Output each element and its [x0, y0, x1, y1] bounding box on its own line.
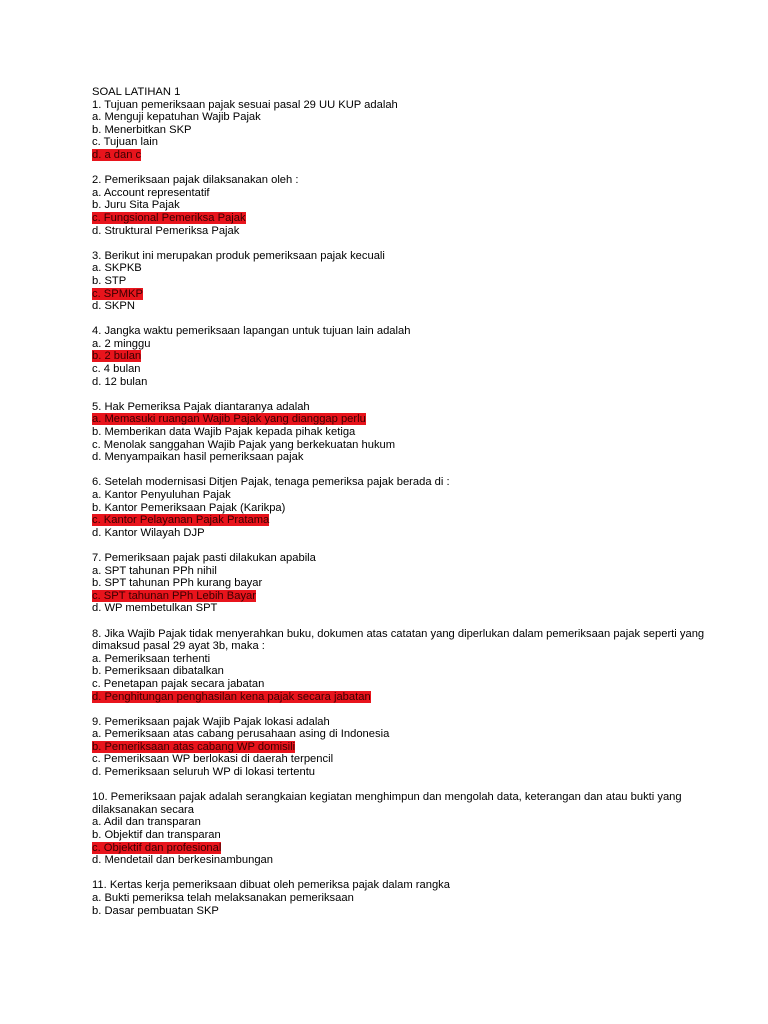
question-5	[92, 401, 712, 464]
option-text: b. Menerbitkan SKP	[92, 123, 192, 136]
answer-option-highlighted	[92, 413, 712, 426]
option-text: a. Pemeriksaan atas cabang perusahaan asing di Indonesia	[92, 728, 390, 741]
question-8	[92, 628, 712, 704]
option-text: b. Memberikan data Wajib Pajak kepada pihak ketiga	[92, 426, 356, 439]
answer-option	[92, 602, 712, 615]
answer-option	[92, 376, 712, 389]
question-stem: 4. Jangka waktu pemeriksaan lapangan untuk tujuan lain adalah	[92, 325, 411, 338]
question-stem: 10. Pemeriksaan pajak adalah serangkaian kegiatan menghimpun dan mengolah data, keterangan dan atau bukti yang dilaksanakan secara	[92, 791, 682, 816]
question-stem: 5. Hak Pemeriksa Pajak diantaranya adalah	[92, 400, 310, 413]
option-text: b. Dasar pembuatan SKP	[92, 904, 219, 917]
answer-option	[92, 187, 712, 200]
option-text: d. Penghitungan penghasilan kena pajak secara jabatan	[92, 690, 371, 703]
option-text: a. Menguji kepatuhan Wajib Pajak	[92, 111, 261, 124]
option-text: c. Objektif dan profesional	[92, 841, 222, 854]
option-text: b. Juru Sita Pajak	[92, 199, 180, 212]
answer-option	[92, 225, 712, 238]
question-stem: 11. Kertas kerja pemeriksaan dibuat oleh pemeriksa pajak dalam rangka	[92, 879, 450, 892]
answer-option-highlighted	[92, 149, 712, 162]
answer-option	[92, 136, 712, 149]
question-list	[92, 99, 712, 918]
question-7	[92, 552, 712, 615]
answer-option	[92, 753, 712, 766]
answer-option	[92, 665, 712, 678]
option-text: a. SKPKB	[92, 262, 142, 275]
answer-option	[92, 653, 712, 666]
question-3	[92, 250, 712, 313]
option-text: d. Mendetail dan berkesinambungan	[92, 854, 273, 867]
option-text: d. Pemeriksaan seluruh WP di lokasi tertentu	[92, 766, 316, 779]
option-text: b. Objektif dan transparan	[92, 829, 221, 842]
answer-option	[92, 854, 712, 867]
question-stem: 2. Pemeriksaan pajak dilaksanakan oleh :	[92, 174, 299, 187]
question-stem: 8. Jika Wajib Pajak tidak menyerahkan buku, dokumen atas catatan yang diperlukan dalam pemeriksaan pajak seperti yang dimaksud pasal 29 ayat 3b, maka :	[92, 627, 705, 653]
option-text: a. SPT tahunan PPh nihil	[92, 564, 217, 577]
option-text: d. a dan c	[92, 148, 142, 161]
question-stem: 6. Setelah modernisasi Ditjen Pajak, tenaga pemeriksa pajak berada di :	[92, 476, 450, 489]
answer-option	[92, 829, 712, 842]
option-text: c. SPT tahunan PPh Lebih Bayar	[92, 589, 256, 602]
answer-option-highlighted	[92, 741, 712, 754]
option-text: c. Menolak sanggahan Wajib Pajak yang berkekuatan hukum	[92, 438, 396, 451]
document-page	[92, 86, 712, 930]
option-text: a. Account representatif	[92, 186, 210, 199]
question-4	[92, 325, 712, 388]
answer-option	[92, 451, 712, 464]
question-2	[92, 174, 712, 237]
answer-option-highlighted	[92, 842, 712, 855]
answer-option	[92, 816, 712, 829]
answer-option	[92, 678, 712, 691]
option-text: a. Bukti pemeriksa telah melaksanakan pemeriksaan	[92, 892, 354, 904]
answer-option	[92, 439, 712, 452]
question-stem: 3. Berikut ini merupakan produk pemeriksaan pajak kecuali	[92, 249, 385, 262]
option-text: a. Memasuki ruangan Wajib Pajak yang dianggap perlu	[92, 413, 366, 426]
answer-option-highlighted	[92, 212, 712, 225]
answer-option	[92, 565, 712, 578]
option-text: d. 12 bulan	[92, 375, 148, 388]
answer-option	[92, 728, 712, 741]
question-stem: 1. Tujuan pemeriksaan pajak sesuai pasal 29 UU KUP adalah	[92, 98, 398, 111]
answer-option	[92, 905, 712, 918]
answer-option-highlighted	[92, 514, 712, 527]
option-text: d. SKPN	[92, 300, 135, 313]
answer-option-highlighted	[92, 350, 712, 363]
question-10	[92, 791, 712, 867]
answer-option	[92, 300, 712, 313]
option-text: c. SPMKP	[92, 287, 143, 300]
answer-option	[92, 577, 712, 590]
option-text: d. Menyampaikan hasil pemeriksaan pajak	[92, 451, 304, 464]
answer-option	[92, 111, 712, 124]
answer-option	[92, 363, 712, 376]
answer-option	[92, 489, 712, 502]
option-text: b. STP	[92, 274, 127, 287]
option-text: b. Pemeriksaan atas cabang WP domisili	[92, 740, 296, 753]
option-text: d. Struktural Pemeriksa Pajak	[92, 224, 240, 237]
answer-option	[92, 124, 712, 137]
option-text: a. Pemeriksaan terhenti	[92, 652, 211, 665]
answer-option	[92, 426, 712, 439]
answer-option	[92, 199, 712, 212]
option-text: a. Kantor Penyuluhan Pajak	[92, 489, 231, 501]
option-text: c. Tujuan lain	[92, 136, 158, 149]
document-title: SOAL LATIHAN 1	[92, 86, 181, 98]
option-text: a. Adil dan transparan	[92, 816, 201, 829]
option-text: c. 4 bulan	[92, 363, 141, 376]
question-11	[92, 879, 712, 917]
answer-option	[92, 338, 712, 351]
option-text: c. Pemeriksaan WP berlokasi di daerah terpencil	[92, 753, 334, 766]
answer-option	[92, 262, 712, 275]
option-text: c. Fungsional Pemeriksa Pajak	[92, 211, 246, 224]
question-stem: 7. Pemeriksaan pajak pasti dilakukan apabila	[92, 551, 316, 564]
option-text: c. Penetapan pajak secara jabatan	[92, 677, 265, 690]
answer-option	[92, 275, 712, 288]
question-1	[92, 99, 712, 162]
option-text: b. Kantor Pemeriksaan Pajak (Karikpa)	[92, 501, 286, 514]
option-text: b. Pemeriksaan dibatalkan	[92, 665, 224, 678]
question-6	[92, 476, 712, 539]
question-stem: 9. Pemeriksaan pajak Wajib Pajak lokasi adalah	[92, 715, 330, 728]
answer-option-highlighted	[92, 590, 712, 603]
option-text: b. 2 bulan	[92, 350, 142, 363]
option-text: c. Kantor Pelayanan Pajak Pratama	[92, 514, 270, 527]
option-text: d. Kantor Wilayah DJP	[92, 526, 205, 539]
question-9	[92, 716, 712, 779]
answer-option	[92, 527, 712, 540]
option-text: a. 2 minggu	[92, 337, 151, 350]
answer-option-highlighted	[92, 288, 712, 301]
answer-option	[92, 766, 712, 779]
option-text: d. WP membetulkan SPT	[92, 602, 218, 615]
answer-option	[92, 502, 712, 515]
answer-option-highlighted	[92, 691, 712, 704]
option-text: b. SPT tahunan PPh kurang bayar	[92, 577, 263, 590]
answer-option	[92, 892, 712, 905]
